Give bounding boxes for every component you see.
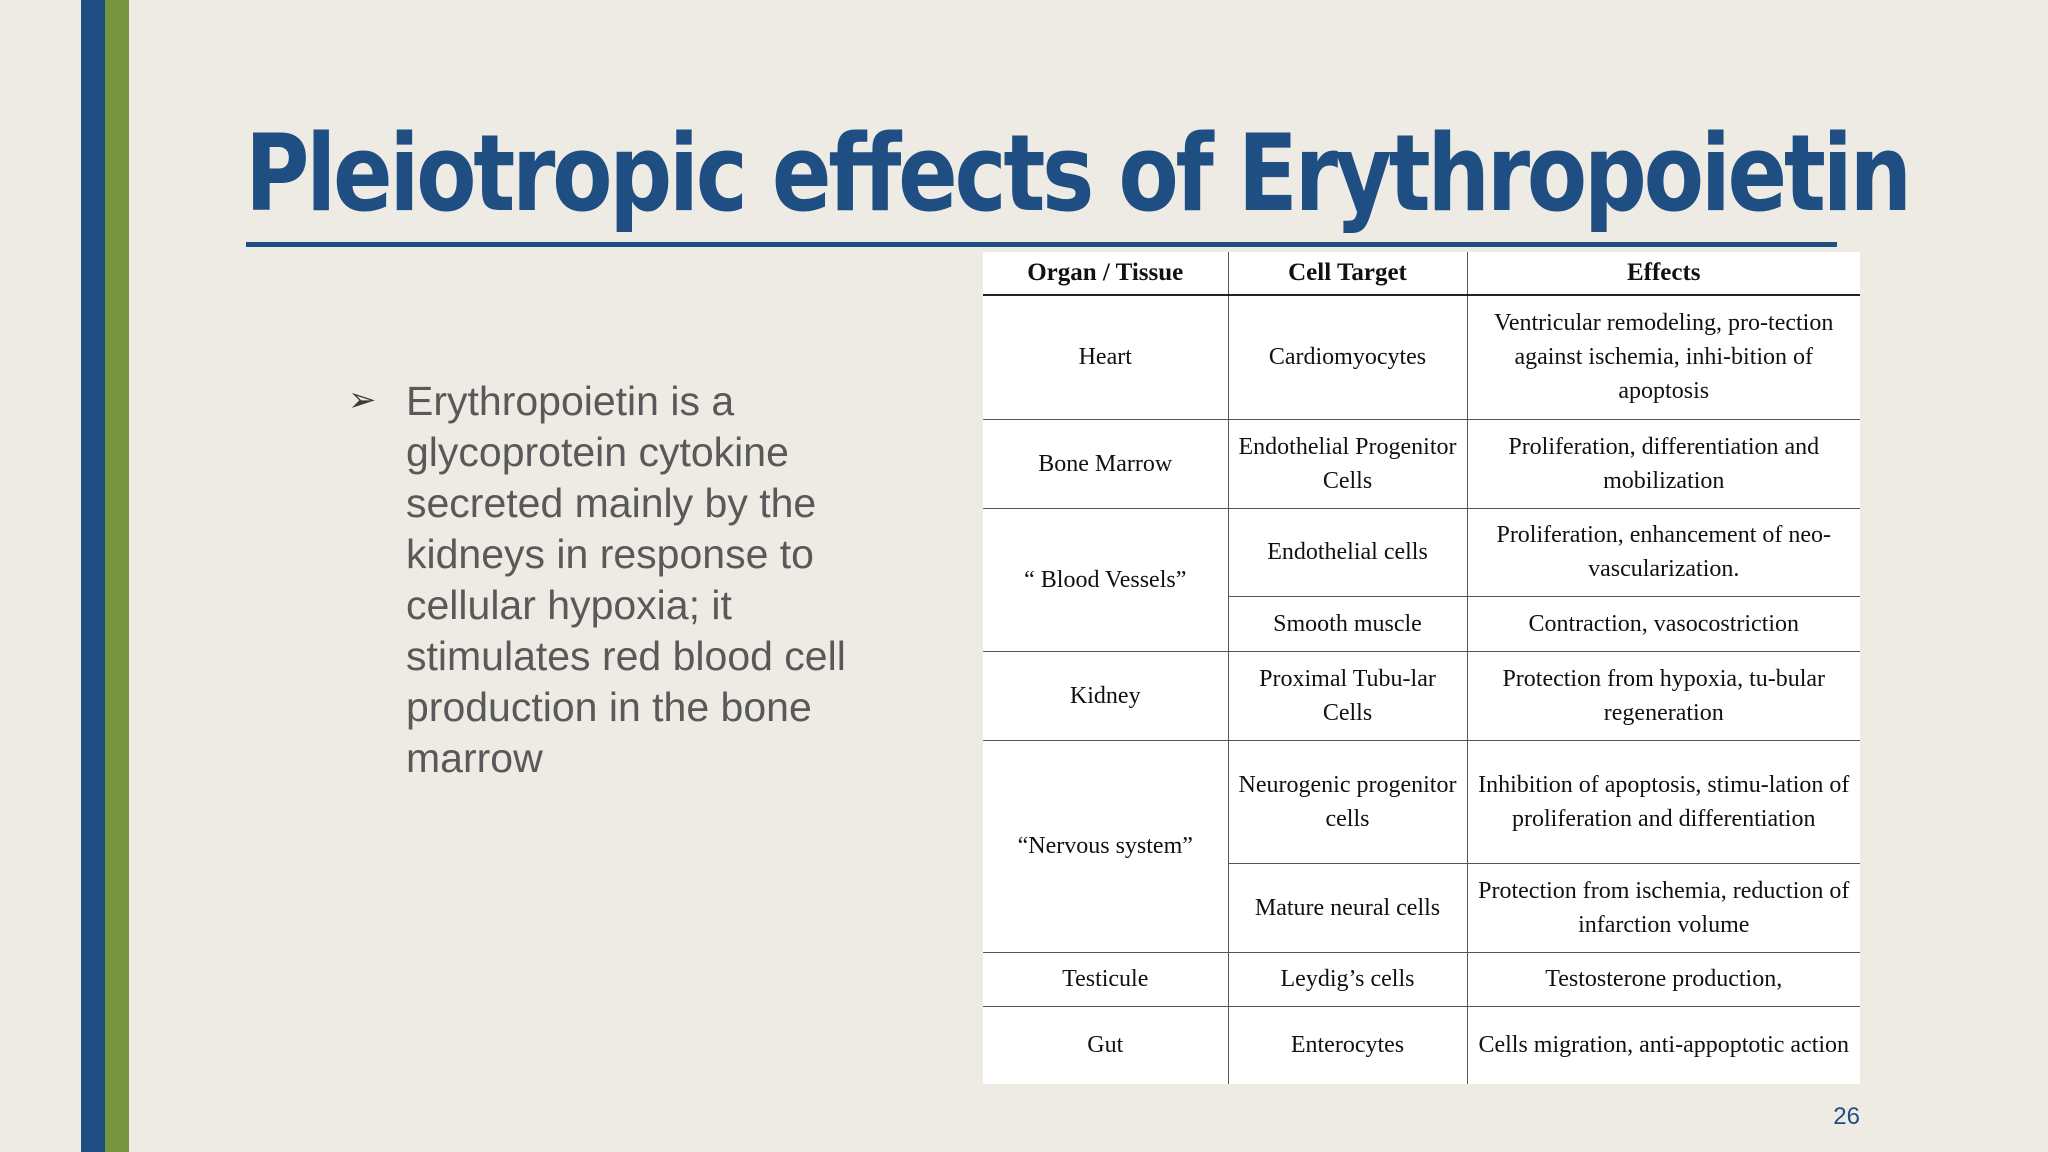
effect-cell: Protection from hypoxia, tu-bular regeneration	[1467, 651, 1860, 740]
table-row	[983, 508, 1860, 596]
cell-target-cell: Endothelial cells	[1228, 508, 1467, 596]
organ-cell: “ Blood Vessels”	[983, 508, 1228, 651]
cell-target-cell: Cardiomyocytes	[1228, 295, 1467, 419]
cell-target-cell: Neurogenic progenitor cells	[1228, 740, 1467, 863]
accent-bar-blue	[81, 0, 105, 1152]
bullet-text: Erythropoietin is a glycoprotein cytokine secreted mainly by the kidneys in response to cellular hypoxia; it stimulates red blood cell production in the bone marrow	[406, 378, 846, 781]
organ-cell: Kidney	[983, 651, 1228, 740]
cell-target-cell: Smooth muscle	[1228, 596, 1467, 651]
table-row	[983, 1006, 1860, 1084]
header-organ: Organ / Tissue	[983, 252, 1228, 295]
effect-cell: Proliferation, enhancement of neo-vascularization.	[1467, 508, 1860, 596]
effect-cell: Contraction, vasocostriction	[1467, 596, 1860, 651]
effect-cell: Cells migration, anti-appoptotic action	[1467, 1006, 1860, 1084]
effect-cell: Ventricular remodeling, pro-tection against ischemia, inhi-bition of apoptosis	[1467, 295, 1860, 419]
organ-cell: Testicule	[983, 952, 1228, 1006]
slide-title: Pleiotropic effects of Erythropoietin	[245, 112, 1909, 235]
accent-bar-green	[105, 0, 129, 1152]
arrow-bullet-icon: ➢	[348, 381, 377, 419]
table-row	[983, 740, 1860, 863]
organ-cell: Heart	[983, 295, 1228, 419]
organ-cell: Gut	[983, 1006, 1228, 1084]
effect-cell: Proliferation, differentiation and mobilization	[1467, 419, 1860, 508]
cell-target-cell: Endothelial Progenitor Cells	[1228, 419, 1467, 508]
table-row	[983, 651, 1860, 740]
table-row	[983, 419, 1860, 508]
epo-effects-table	[983, 252, 1860, 1084]
organ-cell: Bone Marrow	[983, 419, 1228, 508]
title-underline	[246, 242, 1837, 247]
table-row	[983, 952, 1860, 1006]
table-header-row	[983, 252, 1860, 295]
header-cell-target: Cell Target	[1228, 252, 1467, 295]
cell-target-cell: Proximal Tubu-lar Cells	[1228, 651, 1467, 740]
effect-cell: Protection from ischemia, reduction of infarction volume	[1467, 863, 1860, 952]
organ-cell: “Nervous system”	[983, 740, 1228, 952]
effect-cell: Inhibition of apoptosis, stimu-lation of proliferation and differentiation	[1467, 740, 1860, 863]
table-row	[983, 295, 1860, 419]
cell-target-cell: Leydig’s cells	[1228, 952, 1467, 1006]
header-effects: Effects	[1467, 252, 1860, 295]
page-number: 26	[1833, 1103, 1860, 1130]
cell-target-cell: Enterocytes	[1228, 1006, 1467, 1084]
effect-cell: Testosterone production,	[1467, 952, 1860, 1006]
cell-target-cell: Mature neural cells	[1228, 863, 1467, 952]
